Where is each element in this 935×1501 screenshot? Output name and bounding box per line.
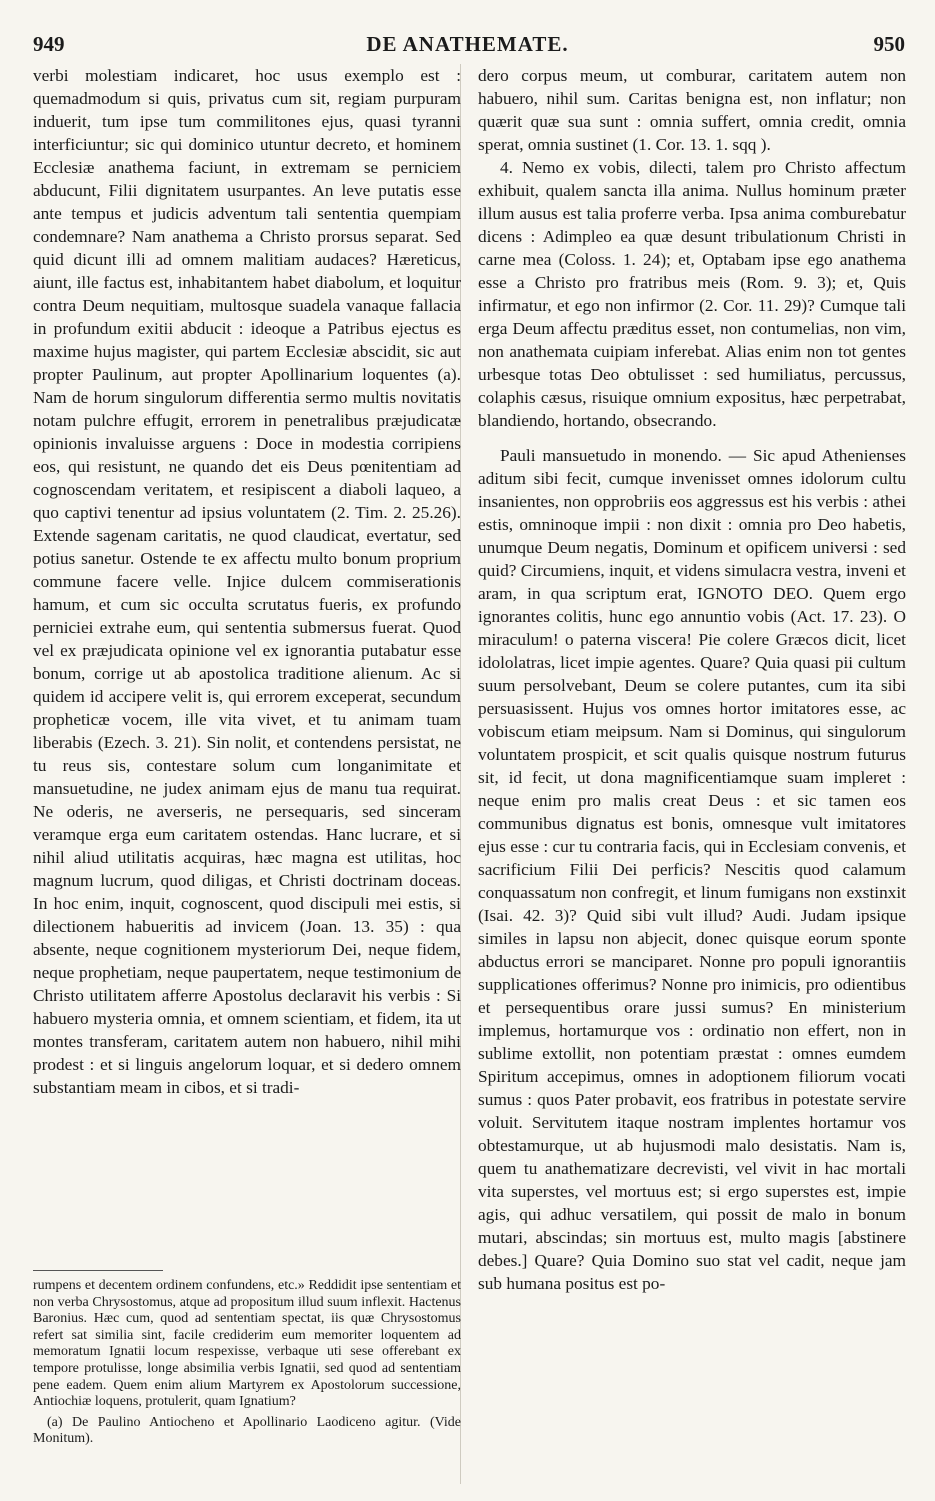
paragraph: verbi molestiam indicaret, hoc usus exemplo est : quemadmodum si quis, privatus cum sit, regiam purpuram induerit, tum ipse tum commilitones ejus, quasi tyranni interficiuntur; sic qui dominico utuntur decreto, et hominem Ecclesiæ anathema faciunt, in extremam se perniciem abducunt, Filii dignitatem usurpantes. An leve putatis esse ante tempus et judicis adventum tali sententia quempiam condemnare? Nam anathema a Christo prorsus separat. Sed quid dicunt illi ad omnem malitiam audaces? Hæreticus, aiunt, ille factus est, inhabitantem habet diabolum, et loquitur contra Deum nequitiam, multosque suadela vanaque fallacia in profundum exitii abducit : ideoque a Patribus ejectus es maxime hujus magister, qui partem Ecclesiæ abscidit, sic aut propter Paulinum, aut propter Apollinarium loquentes (a). Nam de horum singulorum differentia sermo multis novitatis notam pulchre effugit, errorem in penetralibus præjudicatæ opinionis invaluisse arguens : Doce in modestia corripiens eos, qui resistunt, ne quando det eis Deus pœnitentiam ad cognoscendam veritatem, et resipiscent a diaboli laqueo, a quo captivi tenentur ad ipsius voluntatem (2. Tim. 2. 25.26). Extende sagenam caritatis, ne quod claudicat, evertatur, sed potius sanetur. Ostende te ex affectu multo bonum proprium commune facere velle. Injice dulcem commiserationis hamum, et cum sic occulta scrutatus fueris, ex profundo perniciei extrahe eum, qui sententia submersus fuerat. Quod vel ex præjudicata opinione vel ex ignorantia putabatur esse bonum, corrige ut ab apostolica traditione alienum. Ac si quidem id accipere velit is, qui errorem exceperat, secundum propheticæ vocem, ille vita vivet, et tu animam tuam liberabis (Ezech. 3. 21). Sin nolit, et contendens persistat, ne tu reus sis, contestare solum cum longanimitate et mansuetudine, ne judex animam ejus de manu tua requirat. Ne oderis, ne averseris, ne persequaris, sed sinceram veramque erga eum caritatem ostendas. Hanc lucrare, et si nihil aliud utilitatis acquiras, hæc magna est utilitas, hoc magnum lucrum, quod diligas, et Christi doctrinam doceas. In hoc enim, inquit, cognoscent, quod discipuli mei estis, si dilectionem habueritis ad invicem (Joan. 13. 35) : qua absente, neque cognitionem mysteriorum Dei, neque fidem, neque prophetiam, neque paupertatem, neque testimonium de Christo utilitatem afferre Apostolus declaravit his verbis : Si habuero mysteria omnia, et omnem scientiam, et fidem, ita ut montes transferam, caritatem autem non habuero, nihil mihi prodest : et si linguis angelorum loquar, et si dedero omnem substantiam meam in cibos, et si tradi-: [33, 66, 461, 1097]
footnotes: [33, 1278, 461, 1448]
right-column: [478, 64, 906, 1492]
paragraph: dero corpus meum, ut comburar, caritatem autem non habuero, nihil sum. Caritas benigna est, non inflatur; non quærit quæ sua sunt : omnia suffert, omnia credit, omnia sperat, omnia sustinet (1. Cor. 13. 1. sqq ).: [478, 66, 906, 154]
page-number-right: 950: [873, 32, 905, 56]
page-number-left: 949: [33, 32, 65, 56]
footnote-rule: [33, 1270, 163, 1271]
running-title: DE ANATHEMATE.: [366, 32, 569, 56]
page-header: [0, 0, 935, 60]
left-column: [33, 64, 461, 1258]
paragraph: 4. Nemo ex vobis, dilecti, talem pro Christo affectum exhibuit, qualem sancta illa anima. Nullus hominum præter illum ausus est talia proferre verba. Ipsa anima comburebatur dicens : Adimpleo ea quæ desunt tribulationum Christi in carne mea (Coloss. 1. 24); et, Optabam ipse ego anathema esse a Christo pro fratribus meis (Rom. 9. 3); et, Quis infirmatur, et ego non infirmor (2. Cor. 11. 29)? Cumque tali erga Deum affectu præditus esset, non contumelias, non vim, non anathemata cuipiam inferebat. Alias enim non tot gentes urbesque totas Deo obtulisset : sed humiliatus, percussus, colaphis cæsus, risuique omnium expositus, hæc perpetrabat, blandiendo, hortando, obsecrando.: [478, 158, 906, 430]
footnote-continuation: rumpens et decentem ordinem confundens, etc.» Reddidit ipse sententiam et non verba Chrysostomus, atque ad propositum illud suum inflexit. Hactenus Baronius. Hæc cum, quod ad sententiam spectat, iis quæ Chrysostomus refert sat similia sint, facile crediderim eum memoriter loquentem ad memoratum Ignatii locum respexisse, verbaque uti sese offerebant ex tempore protulisse, longe absimilia verbis Ignatii, sed quod ad sententiam pene eadem. Quem enim alium Martyrem ex Apostolorum successione, Antiochiæ loquens, protulerit, quam Ignatium?: [33, 1278, 461, 1410]
footnote-a: (a) De Paulino Antiocheno et Apollinario Laodiceno agitur. (Vide Monitum).: [33, 1414, 461, 1447]
paragraph: Pauli mansuetudo in monendo. — Sic apud Athenienses aditum sibi fecit, cumque invenisset omnes idolorum cultu insanientes, non opprobriis eos aggressus est his verbis : athei estis, omninoque impii : non dixit : omnia pro Deo habetis, unumque Deum negatis, Dominum et opificem universi : sed quid? Circumiens, inquit, et videns simulacra vestra, inveni et aram, in qua scriptum erat, IGNOTO DEO. Quem ergo ignorantes colitis, hunc ego annuntio vobis (Act. 17. 23). O miraculum! o paterna viscera! Pie colere Græcos dicit, licet idololatras, licet impie agentes. Quare? Quia quasi pii cultum suum persolvebant, Deum se colere putantes, cum ita sibi persuasissent. Hujus vos omnes hortor imitatores esse, ac vobiscum etiam meipsum. Nam si Dominus, qui singulorum voluntatem prospicit, et scit qualis quisque nostrum futurus sit, id fecit, ut dona magnificentiamque suam impleret : neque enim pro malis creat Deus : et sic tamen eos communibus dignatus est bonis, omnesque vult imitatores ejus esse : cur tu contraria facis, qui in Ecclesiam convenis, et sacrificium Filii Dei perficis? Nescitis quod calamum conquassatum non confregit, et linum fumigans non exstinxit (Isai. 42. 3)? Quid sibi vult illud? Audi. Judam ipsique similes in lapsu non abjecit, donec quisque eorum sponte abductus errori se manciparet. Nonne pro populi ignorantiis supplicationes offerimus? Nonne pro inimicis, pro odientibus et persequentibus orare jussi sumus? En ministerium implemus, hortamurque vos : ordinatio non effert, non in sublime extollit, non potentiam præstat : omnes eumdem Spiritum accepimus, omnes in adoptionem filiorum vocati sumus : quos Pater probavit, eos fratribus in potestate servire voluit. Servitutem itaque nostram implentes hortamur vos obtestamurque, ut ab hujusmodi malo desistatis. Nam is, quem tu anathematizare decrevisti, vel vivit in hac mortali vita superstes, vel mortuus est; si ergo superstes est, impie agis, qui adhuc versatilem, qui possit de malo in bonum mutari, abscindas; sin mortuus est, multo magis [abstinere debes.] Quare? Quia Domino suo stat vel cadit, neque jam sub humana positus est po-: [478, 446, 906, 1293]
